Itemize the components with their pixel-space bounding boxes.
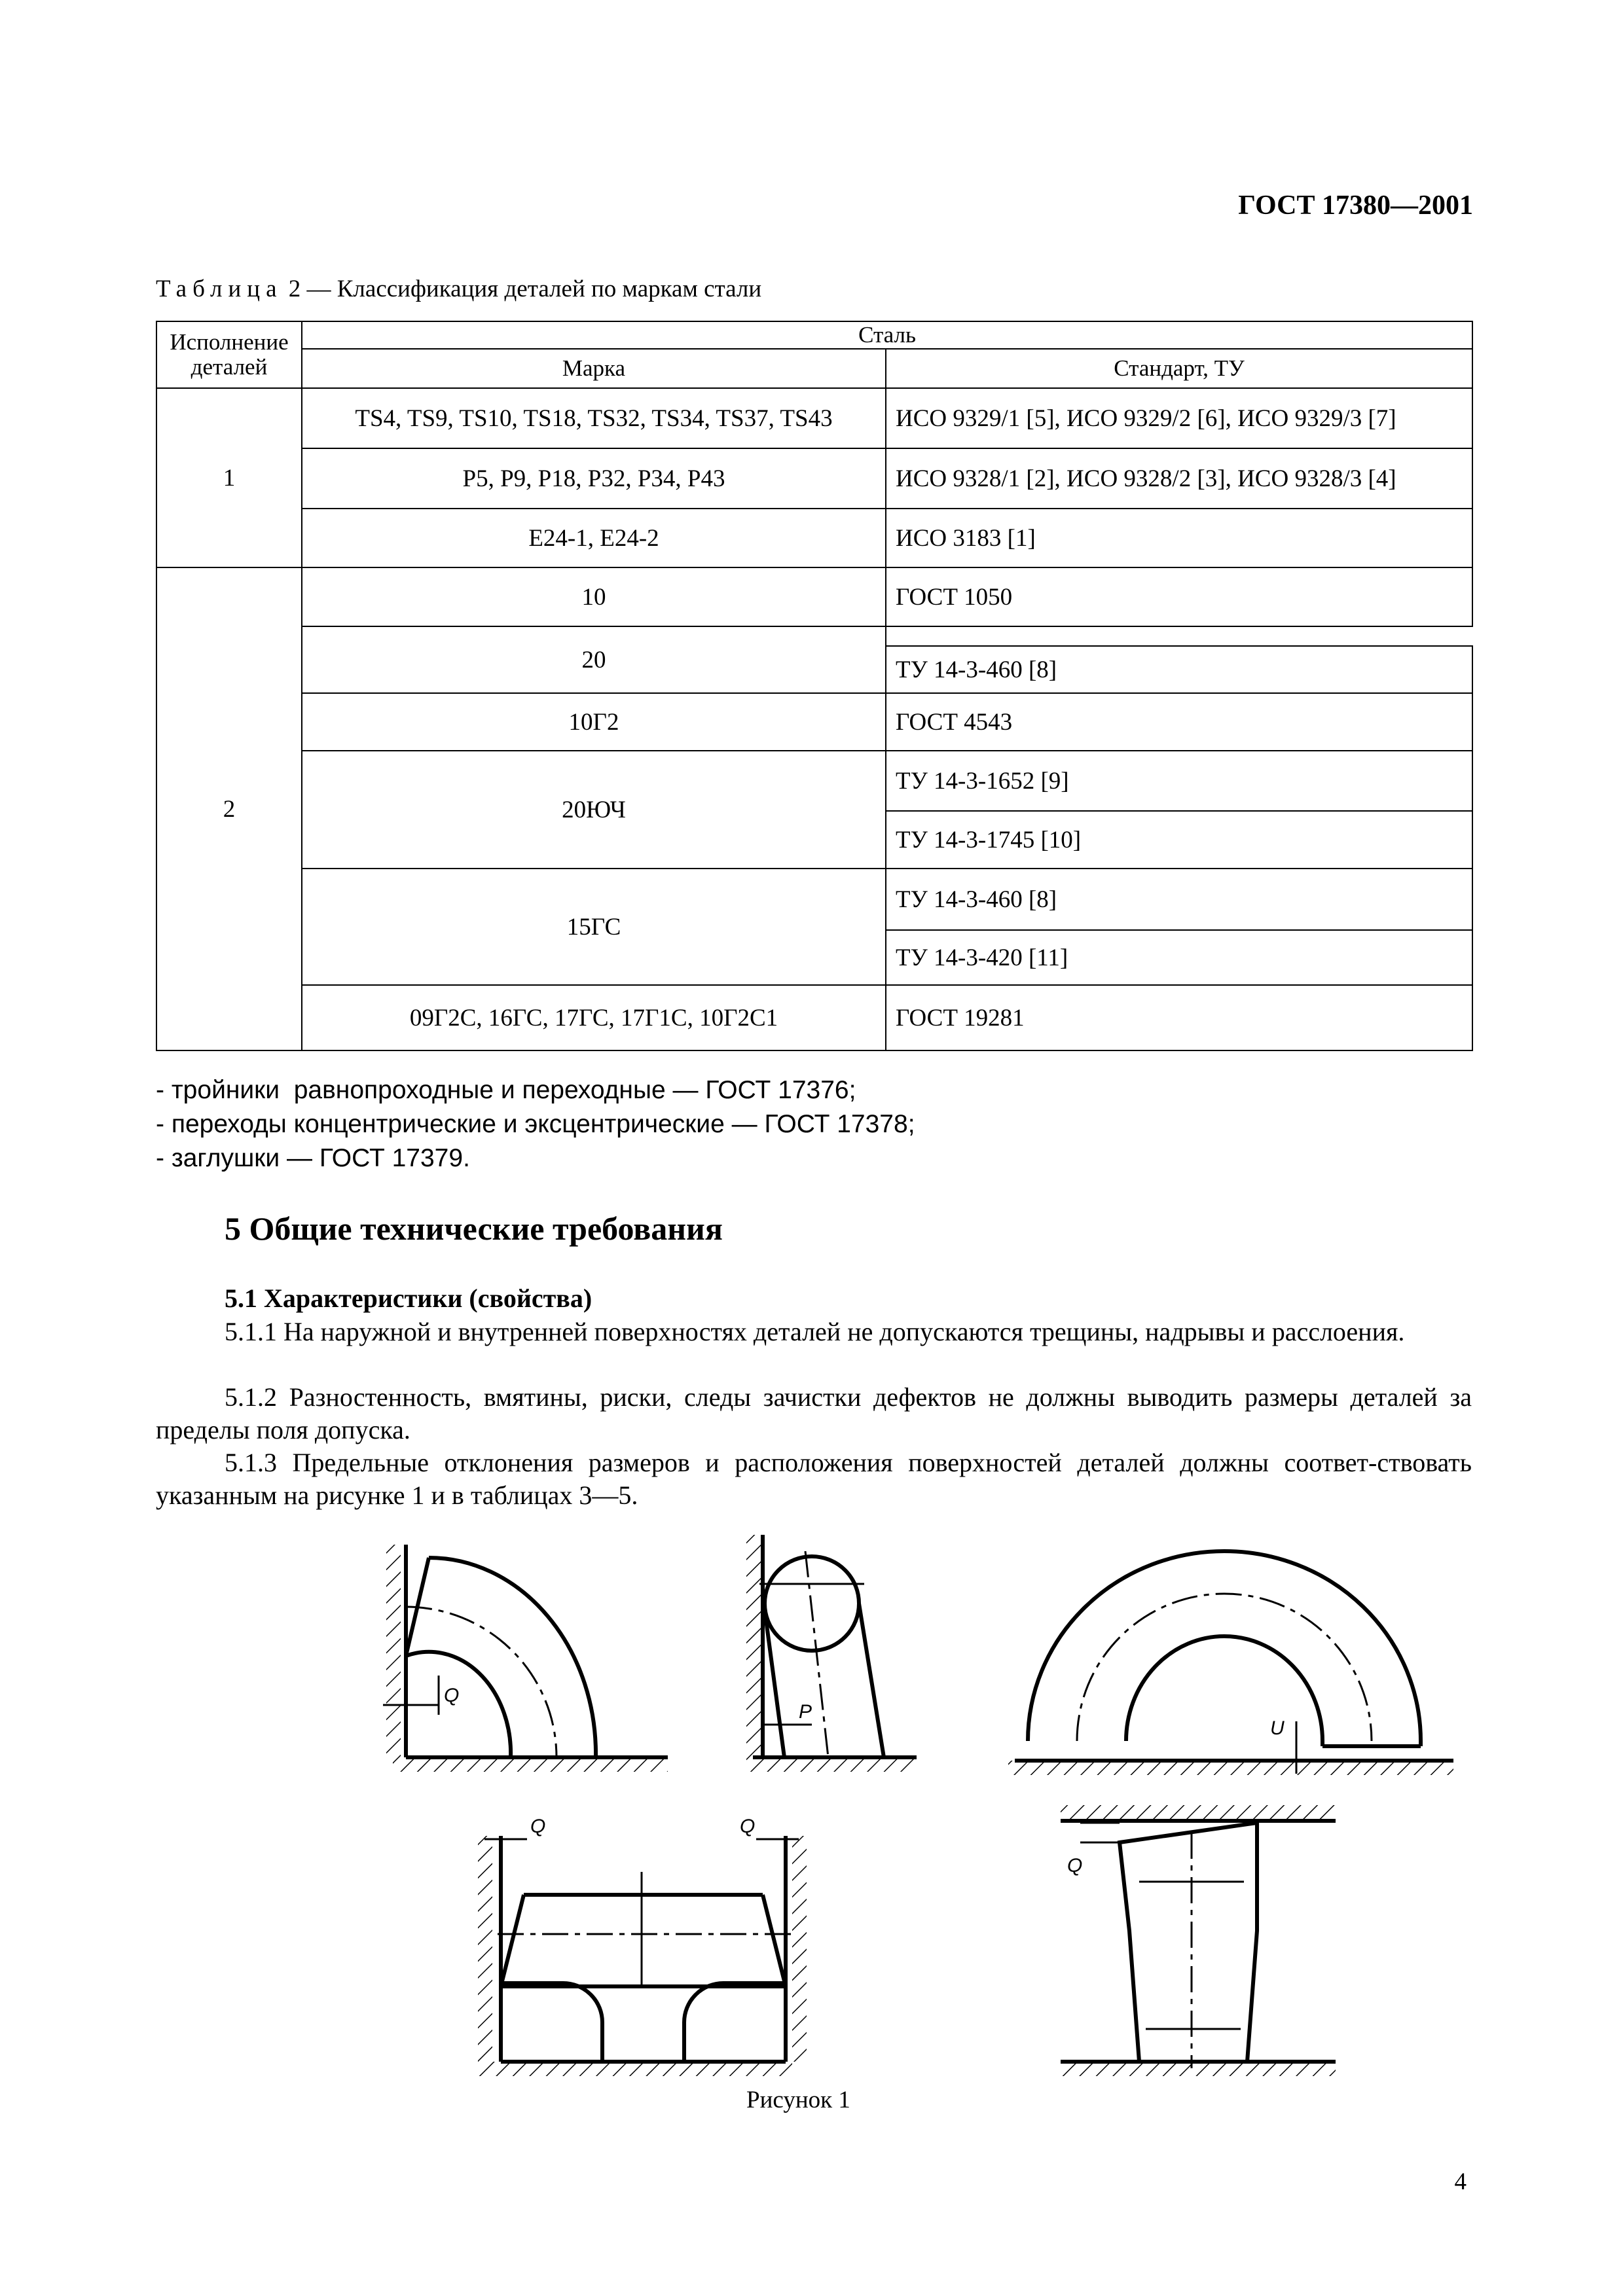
page-number: 4 [1454, 2168, 1467, 2195]
standard-cell: ТУ 14-3-1652 [9] [886, 751, 1472, 811]
standard-cell: ТУ 14-3-420 [11] [886, 930, 1472, 985]
standard-cell: ТУ 14-3-1745 [10] [886, 811, 1472, 869]
label-p: P [799, 1701, 812, 1723]
standard-cell: ГОСТ 1050 [886, 567, 1472, 626]
subsection-heading: 5.1 Характеристики (свойства) [225, 1283, 593, 1313]
label-q: Q [740, 1816, 756, 1837]
grade-cell: 10Г2 [302, 693, 886, 751]
standard-cell: ГОСТ 4543 [886, 693, 1472, 751]
paragraph-5-1-3 [156, 1446, 1472, 1512]
execution-2: 2 [156, 567, 302, 1050]
grade-cell: 20 [302, 626, 886, 693]
standards-list [156, 1073, 915, 1175]
tilted-pipe-drawing [746, 1535, 917, 1772]
elbow-90-drawing [383, 1545, 668, 1772]
steel-classification-table [156, 321, 1473, 1051]
header-execution [156, 321, 302, 388]
grade-cell: 15ГС [302, 869, 886, 985]
list-item: - тройники равнопроходные и переходные — ГОСТ 17376; [156, 1076, 856, 1104]
standard-cell: ГОСТ 19281 [886, 985, 1472, 1050]
execution-1: 1 [156, 388, 302, 567]
standard-cell: ИСО 3183 [1] [886, 509, 1472, 567]
grade-cell: E24-1, E24-2 [302, 509, 886, 567]
figure-1-drawing [367, 1505, 1467, 2081]
table-caption-text: 2 — Классификация деталей по маркам стали [282, 276, 762, 302]
header-execution-line1: Исполнение [170, 329, 289, 355]
table-caption-prefix: Таблица [156, 276, 283, 302]
grade-cell: P5, P9, P18, P32, P34, P43 [302, 448, 886, 509]
paragraph-text: 5.1.3 Предельные отклонения размеров и расположения поверхностей деталей должны соответ-ствовать указанным на рисунке 1 и в таблицах 3—5. [156, 1448, 1472, 1510]
label-q: Q [444, 1685, 460, 1706]
tee-drawing [478, 1836, 807, 2076]
header-standard: Стандарт, ТУ [886, 349, 1472, 388]
label-q: Q [1067, 1855, 1083, 1876]
paragraph-5-1-2 [156, 1381, 1472, 1446]
label-u: U [1270, 1717, 1285, 1739]
section-heading: 5 Общие технические требования [225, 1210, 723, 1247]
header-grade: Марка [302, 349, 886, 388]
grade-cell: 20ЮЧ [302, 751, 886, 869]
paragraph-5-1-1 [156, 1316, 1472, 1348]
list-item: - заглушки — ГОСТ 17379. [156, 1144, 470, 1172]
paragraph-text: 5.1.2 Разностенность, вмятины, риски, следы зачистки дефектов не должны выводить размеры деталей за пределы поля допуска. [156, 1382, 1472, 1444]
return-bend-drawing [1008, 1551, 1453, 1775]
grade-cell: 10 [302, 567, 886, 626]
list-item: - переходы концентрические и эксцентрические — ГОСТ 17378; [156, 1110, 915, 1138]
figure-caption: Рисунок 1 [746, 2087, 850, 2113]
table-caption [156, 275, 761, 303]
standard-cell: ИСО 9329/1 [5], ИСО 9329/2 [6], ИСО 9329/3 [7] [886, 388, 1472, 448]
standard-cell: ТУ 14-3-460 [8] [886, 646, 1472, 693]
grade-cell: 09Г2С, 16ГС, 17ГС, 17Г1С, 10Г2С1 [302, 985, 886, 1050]
header-execution-line2: деталей [191, 354, 268, 380]
reducer-drawing [1061, 1805, 1336, 2076]
grade-cell: TS4, TS9, TS10, TS18, TS32, TS34, TS37, TS43 [302, 388, 886, 448]
document-code: ГОСТ 17380—2001 [1238, 190, 1473, 221]
label-q: Q [530, 1816, 546, 1837]
header-steel: Сталь [302, 321, 1472, 349]
paragraph-text: 5.1.1 На наружной и внутренней поверхностях деталей не допускаются трещины, надрывы и расслоения. [225, 1317, 1405, 1346]
standard-cell: ТУ 14-3-460 [8] [886, 869, 1472, 930]
standard-cell: ИСО 9328/1 [2], ИСО 9328/2 [3], ИСО 9328/3 [4] [886, 448, 1472, 509]
